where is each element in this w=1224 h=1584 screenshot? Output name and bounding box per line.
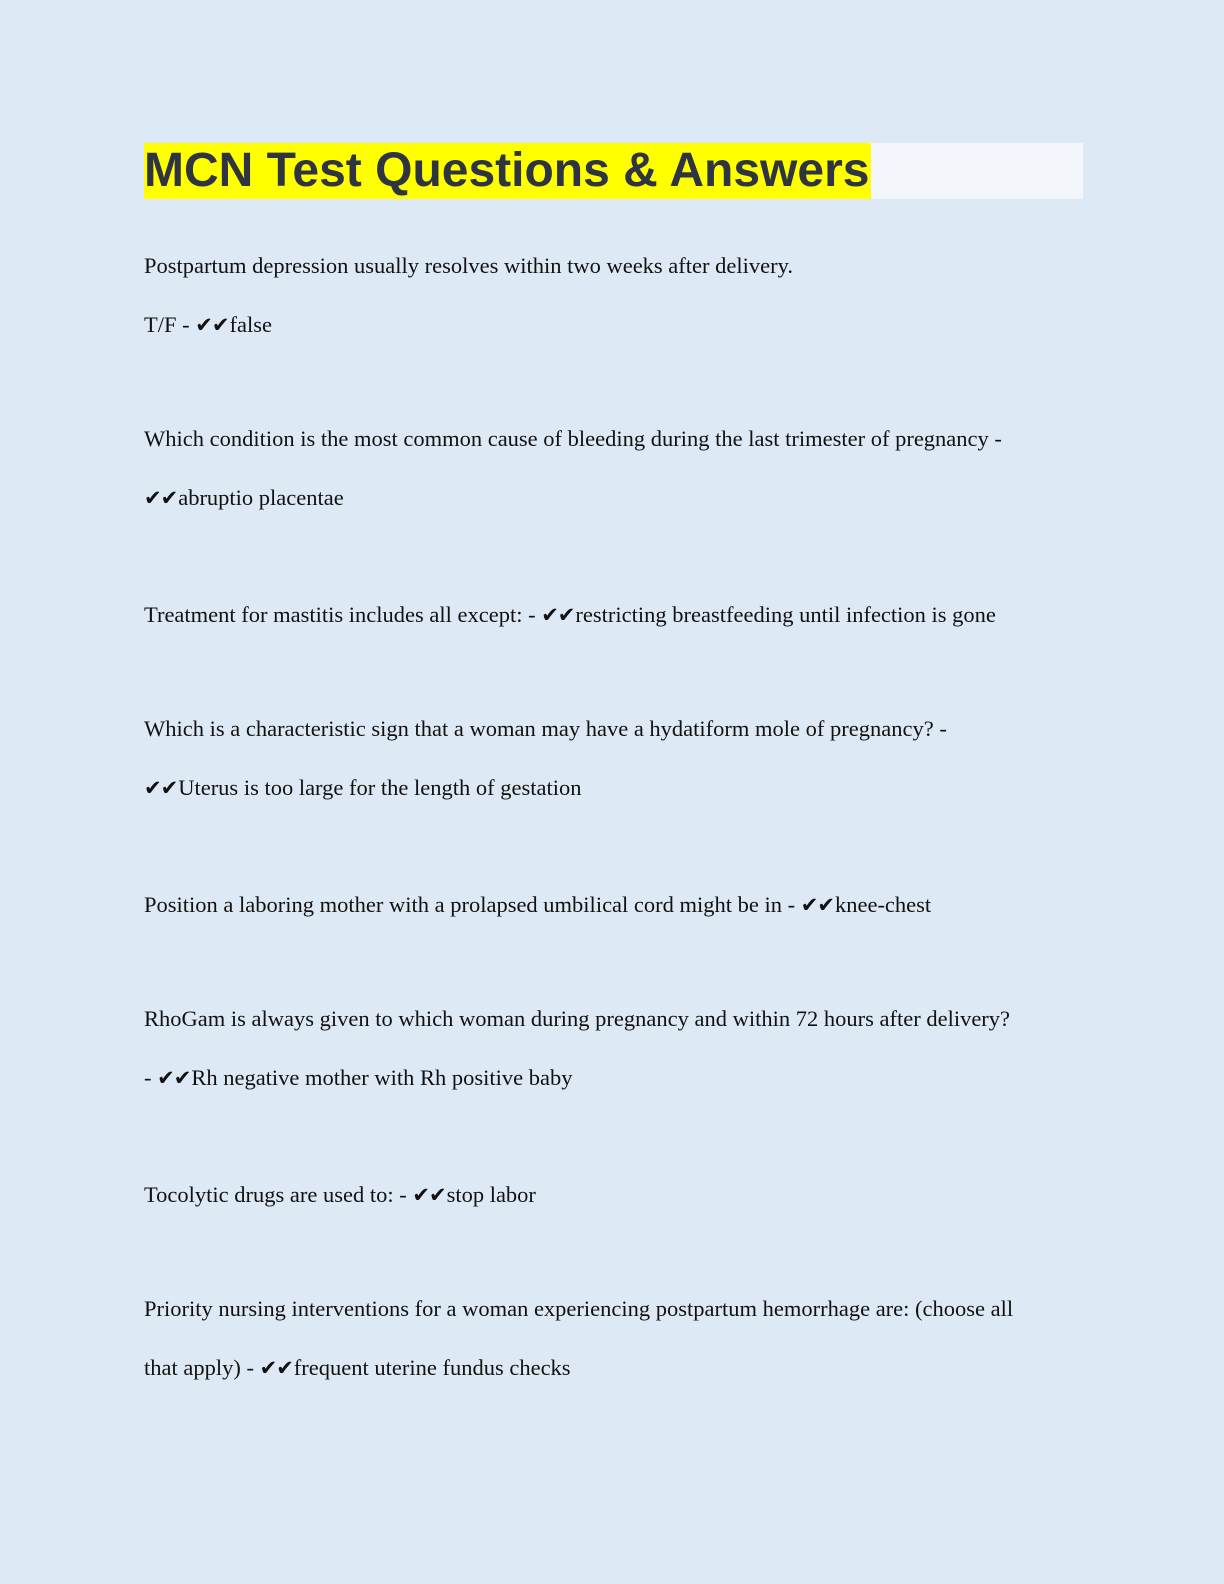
page-title: MCN Test Questions & Answers bbox=[144, 144, 870, 197]
question-answer-line bbox=[144, 1165, 1084, 1225]
qa-item-3 bbox=[144, 585, 1084, 645]
double-check-icon: ✔✔ bbox=[157, 1066, 191, 1090]
answer-prefix: T/F - bbox=[144, 312, 196, 337]
answer-prefix: - bbox=[144, 1065, 158, 1090]
double-check-icon: ✔✔ bbox=[541, 603, 575, 627]
answer-text: restricting breastfeeding until infection is gone bbox=[575, 602, 996, 627]
double-check-icon: ✔✔ bbox=[195, 313, 229, 337]
qa-item-5 bbox=[144, 875, 1084, 935]
qa-item-2 bbox=[144, 409, 1084, 528]
answer-text: frequent uterine fundus checks bbox=[293, 1355, 571, 1380]
question-text: RhoGam is always given to which woman during pregnancy and within 72 hours after delivery? bbox=[144, 1006, 1011, 1031]
question-text: Which is a characteristic sign that a woman may have a hydatiform mole of pregnancy? - bbox=[144, 716, 947, 741]
question-text: Priority nursing interventions for a woman experiencing postpartum hemorrhage are: (choose all bbox=[144, 1296, 1014, 1321]
answer-text: Uterus is too large for the length of gestation bbox=[178, 775, 582, 800]
double-check-icon: ✔✔ bbox=[412, 1183, 446, 1207]
answer-text: Rh negative mother with Rh positive baby bbox=[191, 1065, 573, 1090]
qa-item-7 bbox=[144, 1165, 1084, 1225]
qa-item-6 bbox=[144, 989, 1084, 1108]
answer-line bbox=[144, 295, 1084, 355]
double-check-icon: ✔✔ bbox=[259, 1356, 293, 1380]
qa-item-8 bbox=[144, 1279, 1084, 1398]
double-check-icon: ✔✔ bbox=[144, 776, 178, 800]
qa-item-4 bbox=[144, 699, 1084, 818]
answer-text: false bbox=[229, 312, 272, 337]
question-text: Which condition is the most common cause of bleeding during the last trimester of pregnancy - bbox=[144, 426, 1002, 451]
question-text: Position a laboring mother with a prolapsed umbilical cord might be in - bbox=[144, 892, 801, 917]
double-check-icon: ✔✔ bbox=[144, 486, 178, 510]
question-answer-line bbox=[144, 585, 1084, 645]
question-answer-line bbox=[144, 875, 1084, 935]
question-text: Tocolytic drugs are used to: - bbox=[144, 1182, 413, 1207]
answer-line bbox=[144, 1338, 1084, 1398]
answer-line bbox=[144, 758, 1084, 818]
qa-item-1 bbox=[144, 236, 1084, 355]
answer-prefix: that apply) - bbox=[144, 1355, 260, 1380]
answer-text: stop labor bbox=[446, 1182, 536, 1207]
answer-line bbox=[144, 1048, 1084, 1108]
answer-line bbox=[144, 468, 1084, 528]
question-text: Postpartum depression usually resolves within two weeks after delivery. bbox=[144, 253, 794, 278]
answer-text: knee-chest bbox=[834, 892, 932, 917]
answer-text: abruptio placentae bbox=[178, 485, 344, 510]
question-text: Treatment for mastitis includes all except: - bbox=[144, 602, 542, 627]
double-check-icon: ✔✔ bbox=[800, 893, 834, 917]
